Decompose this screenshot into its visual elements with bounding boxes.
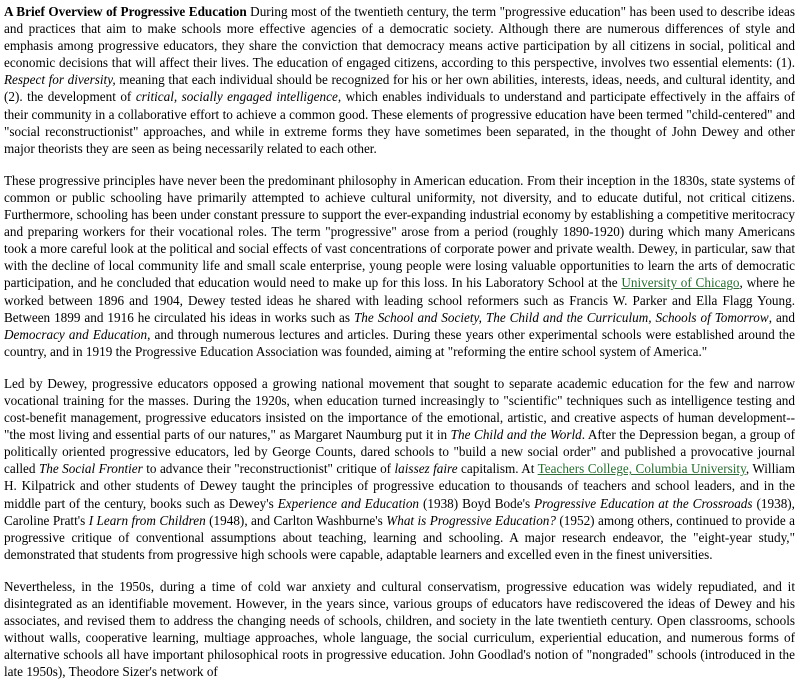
- body-text: , and: [768, 309, 795, 325]
- italic-title: The School and Society, The Child and the Curriculum, Schools of Tomorrow: [353, 309, 769, 325]
- italic-title: Democracy and Education: [4, 326, 148, 342]
- body-text: These progressive principles have never been the predominant philosophy in American education. From their inception in the 1830s, state systems of common or public schooling have primarily attempted to achieve cultural uniformity, not diversity, and to educate dutiful, not critical citizens. Furthermore, schooling has been under constant pressure to support the ever-expanding industrial economy by establishing a competitive meritocracy and preparing workers for their vocational roles. The term "progressive" arose from a period (roughly 1890-1920) during which many Americans took a more careful look at the political and social effects of vast concentrations of corporate power and private wealth. Dewey, in particular, saw that with the decline of local community life and small scale enterprise, young people were losing valuable opportunities to learn the arts of democratic participation, and he concluded that education would need to make up for this loss. In his Laboratory School at the: [4, 172, 795, 291]
- italic-title: The Child and the World: [450, 427, 582, 443]
- page-title: A Brief Overview of Progressive Education: [4, 4, 247, 19]
- body-text: to advance their "reconstructionist" critique of: [142, 461, 395, 477]
- body-text: , which enables individuals to understand and participate effectively in the affairs of their community in a collaborative effort to achieve a common good. These elements of progressive education have been termed "child-centered" and "social reconstructionist" approaches, and while in extreme forms they have sometimes been separated, in the thought of John Dewey and other major theorists they are seen as being necessarily related to each other.: [4, 89, 796, 156]
- italic-title: Progressive Education at the Crossroads: [534, 495, 753, 511]
- external-link[interactable]: Teachers College, Columbia University: [537, 461, 746, 477]
- paragraph-p1: [4, 3, 795, 157]
- body-text: , William H. Kilpatrick and other students of Dewey taught the principles of progressive education to thousands of teachers and school leaders, and in the middle part of the century, books such as Dewey's: [4, 461, 796, 511]
- paragraph-list: [4, 3, 795, 680]
- paragraph-p2: [4, 172, 795, 360]
- body-text: , and through numerous lectures and articles. During these years other experimental schools were established around the country, and in 1919 the Progressive Education Association was founded, aiming at "reforming the entire school system of America.": [4, 326, 795, 359]
- italic-title: What is Progressive Education?: [386, 512, 556, 528]
- italic-title: Respect for diversity,: [4, 72, 116, 88]
- italic-title: Experience and Education: [277, 495, 420, 511]
- external-link[interactable]: University of Chicago: [621, 275, 740, 291]
- italic-title: I Learn from Children: [88, 512, 206, 528]
- body-text: , where he worked between 1896 and 1904, Dewey tested ideas he shared with leading school reformers such as Francis W. Parker and Ella Flagg Young. Between 1899 and 1916 he circulated his ideas in works such as: [4, 275, 796, 325]
- paragraph-p3: [4, 375, 795, 563]
- body-text: Nevertheless, in the 1950s, during a time of cold war anxiety and cultural conservatism, progressive education was widely repudiated, and it disintegrated as an identifiable movement. However, in the years since, various groups of educators have rediscovered the ideas of Dewey and his associates, and revised them to address the changing needs of schools, children, and society in the late twentieth century. Open classrooms, schools without walls, cooperative learning, multiage approaches, whole language, the social curriculum, experiential education, and numerous forms of alternative schools all have important philosophical roots in progressive education. John Goodlad's notion of "nongraded" schools (introduced in the late 1950s), Theodore Sizer's network of: [4, 578, 795, 680]
- body-text: capitalism. At: [457, 461, 538, 477]
- body-text: Led by Dewey, progressive educators opposed a growing national movement that sought to separate academic education for the few and narrow vocational training for the masses. During the 1920s, when education turned increasingly to "scientific" techniques such as intelligence testing and cost-benefit management, progressive educators insisted on the importance of the emotional, artistic, and creative aspects of human development--"the most living and essential parts of our natures," as Margaret Naumburg put it in: [4, 375, 795, 443]
- italic-title: critical, socially engaged intelligence: [135, 89, 338, 105]
- body-text: (1938), Caroline Pratt's: [4, 495, 795, 528]
- body-text: . After the Depression began, a group of politically oriented progressive educators, led by George Counts, dared schools to "build a new social order" and published a provocative journal called: [4, 427, 796, 477]
- body-text: (1938) Boyd Bode's: [419, 495, 535, 511]
- body-text: (1952) among others, continued to provide a progressive critique of conventional assumptions about teaching, learning and schooling. A major research endeavor, the "eight-year study," demonstrated that students from progressive high schools were capable, adaptable learners and excelled even in the finest universities.: [4, 512, 795, 562]
- italic-title: The Social Frontier: [38, 461, 143, 477]
- body-text: (1948), and Carlton Washburne's: [205, 512, 387, 528]
- body-text: meaning that each individual should be recognized for his or her own abilities, interests, ideas, needs, and cultural identity, and (2). the development of: [4, 72, 795, 105]
- body-text: During most of the twentieth century, the term "progressive education" has been used to describe ideas and practices that aim to make schools more effective agencies of a democratic society. Although there are numerous differences of style and emphasis among progressive educators, they share the conviction that democracy means active participation by all citizens in social, political and economic decisions that will affect their lives. The education of engaged citizens, according to this perspective, involves two essential elements: (1).: [4, 4, 795, 71]
- italic-title: laissez faire: [394, 461, 458, 477]
- paragraph-p4: [4, 578, 795, 680]
